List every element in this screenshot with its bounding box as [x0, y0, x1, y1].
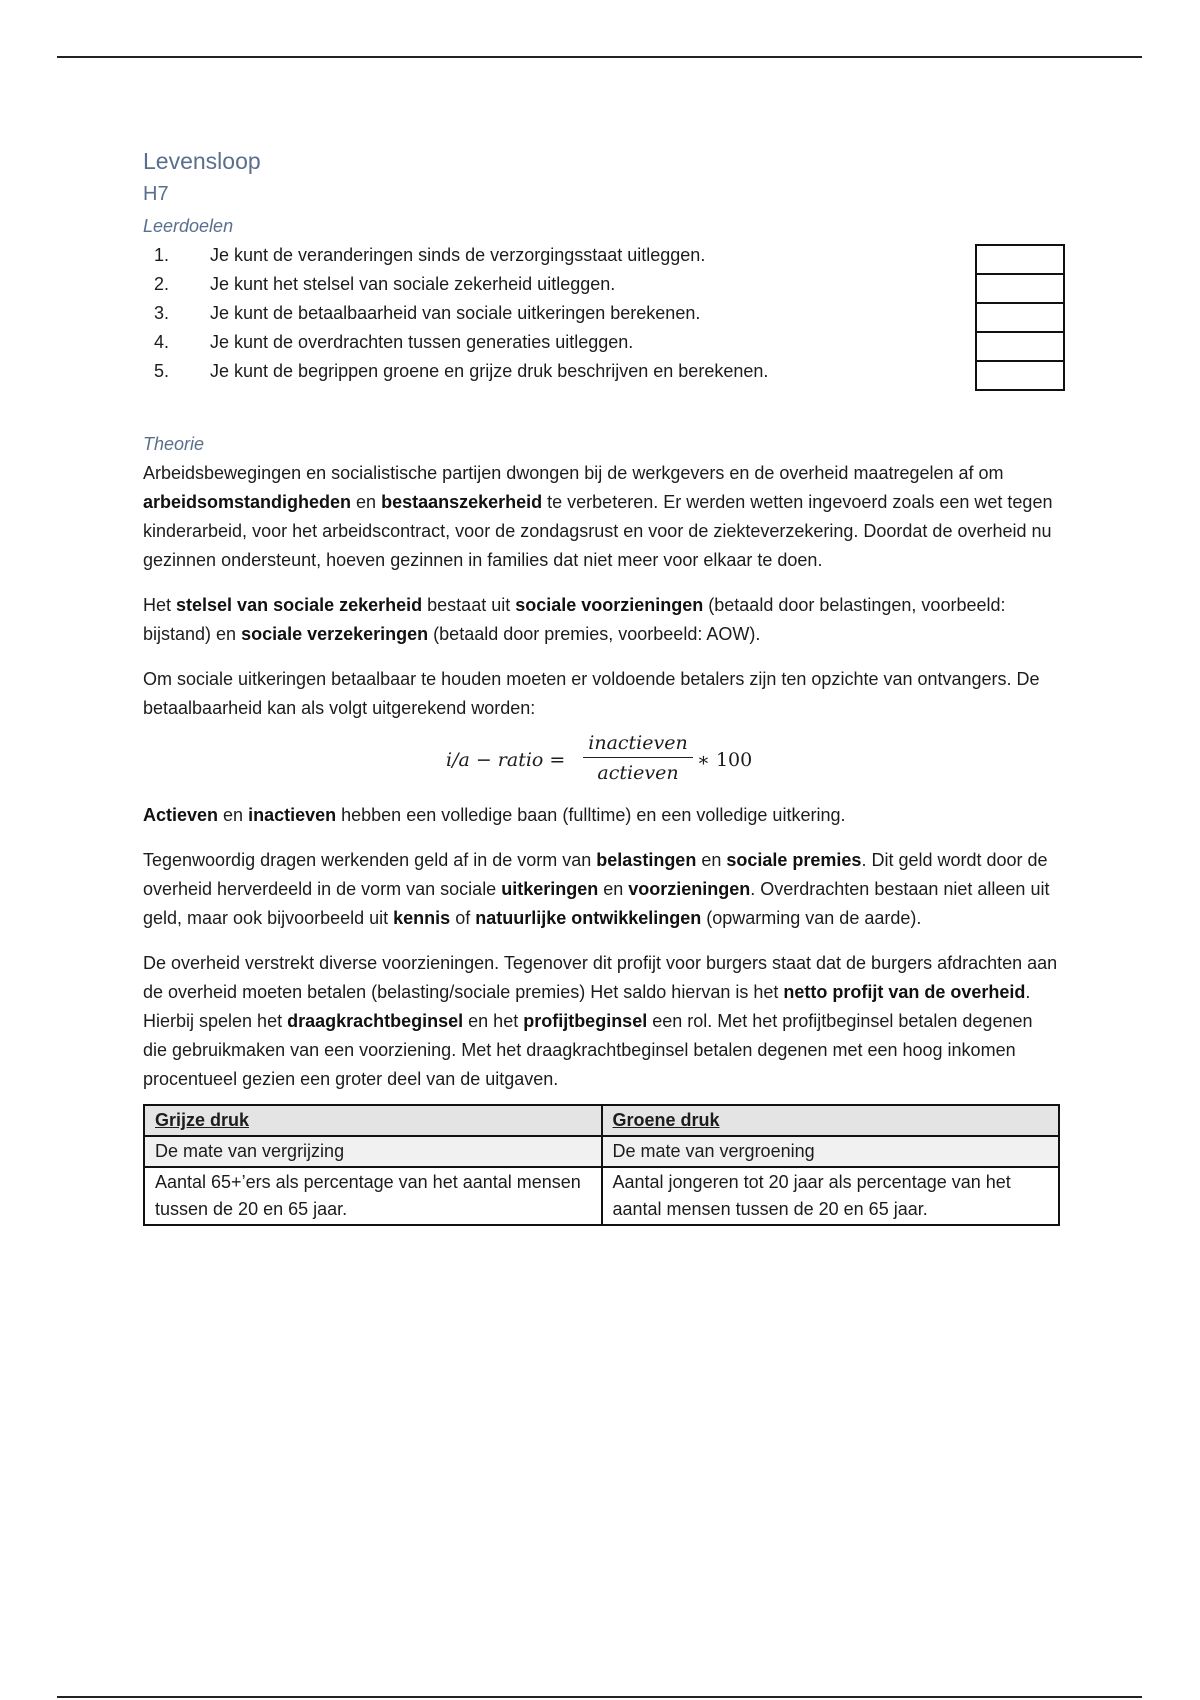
bottom-rule [57, 1696, 1142, 1698]
goal-number: 2. [154, 274, 170, 294]
text-run: (betaald door belastingen, voorbeeld: bijstand) en [143, 595, 1006, 644]
term: profijtbeginsel [523, 1011, 648, 1031]
goal-text: Je kunt de betaalbaarheid van sociale uitkeringen berekenen. [210, 303, 701, 323]
table-cell: De mate van vergrijzing [144, 1136, 602, 1167]
theory-heading: Theorie [143, 434, 205, 454]
text-run: en het [463, 1011, 524, 1031]
goal-number: 4. [154, 332, 170, 352]
chapter-label: H7 [143, 183, 169, 205]
goal-checkbox[interactable] [975, 244, 1065, 273]
text-run: en [696, 850, 727, 870]
goal-checkbox[interactable] [975, 273, 1065, 302]
goal-number: 1. [154, 245, 170, 265]
text-run: te verbeteren. Er werden wetten ingevoerd zoals een wet tegen kinderarbeid, voor het arbeidscontract, voor de zondagsrust en voor de ziekteverzekering. Doordat de overheid nu gezinnen ondersteunt, hoeven gezinnen in families dat niet meer voor elkaar te doen. [143, 492, 1053, 570]
table-cell: Aantal 65+’ers als percentage van het aantal mensen tussen de 20 en 65 jaar. [144, 1167, 602, 1225]
text-run: De overheid verstrekt diverse voorzieningen. Tegenover dit profijt voor burgers staat dat de burgers afdrachten aan de overheid moeten betalen (belasting/sociale premies) Het saldo hiervan is het [143, 953, 1058, 1002]
goal-checkboxes [975, 244, 1063, 391]
goal-text: Je kunt de overdrachten tussen generaties uitleggen. [210, 332, 634, 352]
text-run: of [450, 908, 476, 928]
goal-checkbox[interactable] [975, 331, 1065, 360]
text-run: bestaat uit [422, 595, 516, 615]
term: Actieven [143, 805, 219, 825]
goal-item [143, 357, 1060, 386]
text-run: Arbeidsbewegingen en socialistische partijen dwongen bij de werkgevers en de overheid maatregelen af om [143, 463, 1004, 483]
text-run: en [218, 805, 249, 825]
term: arbeidsomstandigheden [143, 492, 352, 512]
term: sociale verzekeringen [241, 624, 429, 644]
table-cell: De mate van vergroening [602, 1136, 1060, 1167]
text-run: een rol. Met het profijtbeginsel betalen degenen die gebruikmaken van een voorziening. Met het draagkrachtbeginsel betalen degenen met een hoog inkomen procentueel gezien een groter deel van de uitgaven. [143, 1011, 1033, 1089]
term: uitkeringen [501, 879, 599, 899]
paragraph-4 [143, 801, 1060, 830]
text-run: hebben een volledige baan (fulltime) en een volledige uitkering. [336, 805, 846, 825]
document-body [143, 148, 1060, 1226]
term: voorzieningen [628, 879, 751, 899]
term: sociale voorzieningen [515, 595, 704, 615]
term: draagkrachtbeginsel [287, 1011, 464, 1031]
text-run: . Overdrachten bestaan niet alleen uit geld, maar ook bijvoorbeeld uit [143, 879, 1050, 928]
ia-ratio-formula [143, 729, 1060, 793]
term: natuurlijke ontwikkelingen [475, 908, 702, 928]
text-run: en [598, 879, 629, 899]
table-row [144, 1136, 1059, 1167]
paragraph-5 [143, 846, 1060, 933]
pressure-table [143, 1104, 1060, 1226]
table-header: Groene druk [602, 1105, 1060, 1136]
formula-numerator: inactieven [583, 729, 693, 758]
term: bestaanszekerheid [381, 492, 543, 512]
term: belastingen [596, 850, 697, 870]
goal-text: Je kunt het stelsel van sociale zekerheid uitleggen. [210, 274, 616, 294]
term: kennis [393, 908, 451, 928]
goal-checkbox[interactable] [975, 360, 1065, 391]
top-rule [57, 56, 1142, 58]
goal-number: 3. [154, 303, 170, 323]
table-header-row [144, 1105, 1059, 1136]
page-title: Levensloop [143, 148, 261, 174]
text-run: Tegenwoordig dragen werkenden geld af in de vorm van [143, 850, 597, 870]
text-run: . Hierbij spelen het [143, 982, 1031, 1031]
text-run: . Dit geld wordt door de overheid herverdeeld in de vorm van sociale [143, 850, 1048, 899]
paragraph-2 [143, 591, 1060, 649]
text-run: en [351, 492, 382, 512]
table-cell: Aantal jongeren tot 20 jaar als percentage van het aantal mensen tussen de 20 en 65 jaar. [602, 1167, 1060, 1225]
goal-number: 5. [154, 361, 170, 381]
table-row [144, 1167, 1059, 1225]
goal-checkbox[interactable] [975, 302, 1065, 331]
goal-item [143, 328, 1060, 357]
formula-fraction [583, 729, 693, 788]
text-run: (betaald door premies, voorbeeld: AOW). [428, 624, 761, 644]
paragraph-6 [143, 949, 1060, 1094]
term: inactieven [248, 805, 337, 825]
goal-item [143, 299, 1060, 328]
text-run: Het [143, 595, 177, 615]
text-run: (opwarming van de aarde). [701, 908, 922, 928]
term: stelsel van sociale zekerheid [176, 595, 423, 615]
table-header: Grijze druk [144, 1105, 602, 1136]
term: netto profijt van de overheid [783, 982, 1026, 1002]
goal-item [143, 241, 1060, 270]
formula-denominator: actieven [597, 762, 679, 784]
term: sociale premies [726, 850, 862, 870]
goals-list [143, 241, 1060, 386]
formula-rhs: ∗ 100 [697, 749, 753, 771]
goal-text: Je kunt de begrippen groene en grijze druk beschrijven en berekenen. [210, 361, 769, 381]
goal-text: Je kunt de veranderingen sinds de verzorgingsstaat uitleggen. [210, 245, 706, 265]
formula-lhs: i/a − ratio = [446, 749, 566, 771]
paragraph-3: Om sociale uitkeringen betaalbaar te houden moeten er voldoende betalers zijn ten opzichte van ontvangers. De betaalbaarheid kan als volgt uitgerekend worden: [143, 669, 1040, 718]
goals-heading: Leerdoelen [143, 216, 234, 236]
paragraph-1 [143, 459, 1060, 575]
goal-item [143, 270, 1060, 299]
